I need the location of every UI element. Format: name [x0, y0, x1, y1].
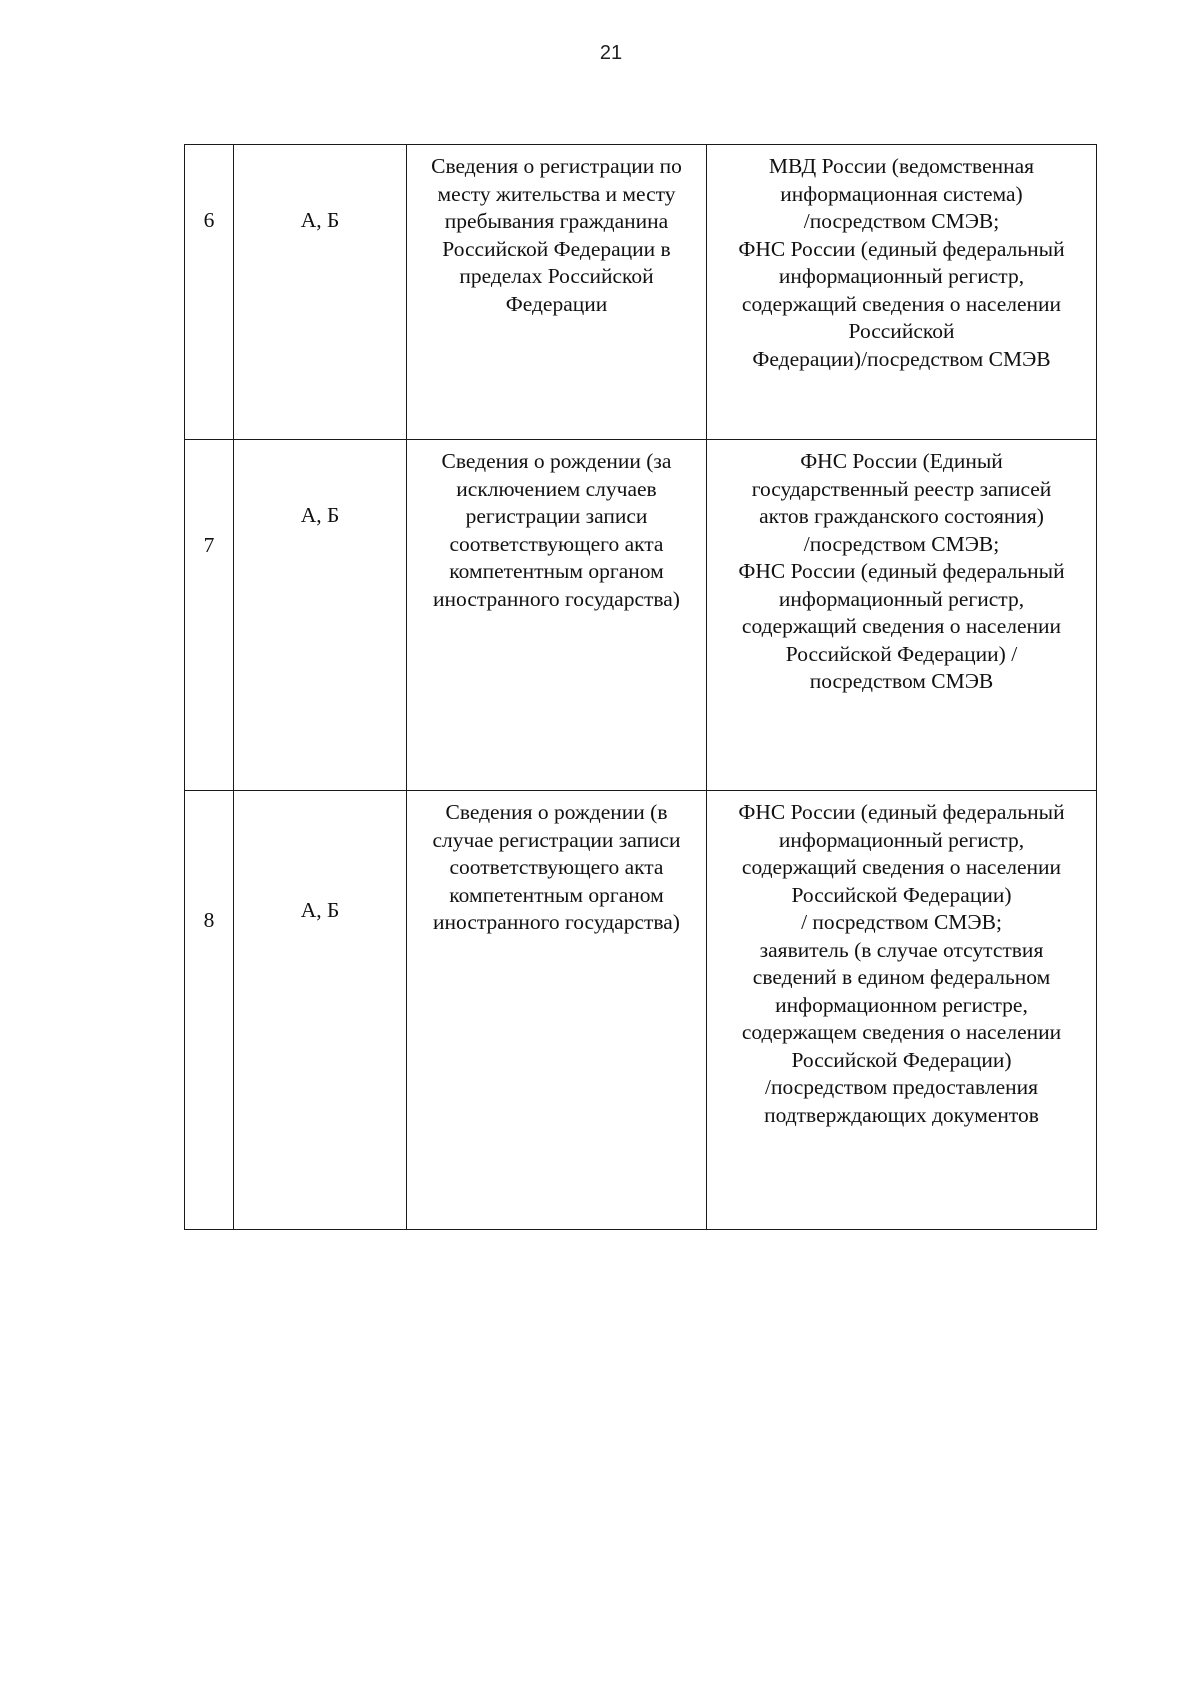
info-cell: [407, 440, 707, 791]
info-line: месту жительства и месту: [437, 181, 676, 206]
source-line: содержащий сведения о населении: [741, 614, 1062, 638]
info-line: Сведения о рождении (за: [441, 449, 672, 473]
source-cell: [707, 145, 1097, 440]
info-line: соответствующего акта: [449, 855, 664, 879]
source-cell: [707, 440, 1097, 791]
source-line: ФНС России (единый федеральный: [738, 800, 1065, 824]
source-line: информационный регистр,: [778, 827, 1025, 852]
source-line: информационном регистре,: [775, 992, 1028, 1017]
row-number-cell: 6: [185, 145, 234, 440]
info-cell: [407, 145, 707, 440]
info-line: исключением случаев: [456, 476, 657, 501]
source-line: /посредством предоставления: [764, 1075, 1039, 1099]
source-line: содержащем сведения о населении: [741, 1020, 1062, 1044]
info-line: Сведения о регистрации по: [431, 154, 682, 178]
info-line: иностранного государства): [433, 586, 680, 611]
info-cell: [407, 791, 707, 1230]
info-line: соответствующего акта: [449, 531, 664, 556]
source-line: посредством СМЭВ: [809, 669, 994, 693]
source-line: ФНС России (единый федеральный: [738, 559, 1065, 583]
source-cell: [707, 791, 1097, 1230]
source-line: подтверждающих документов: [764, 1102, 1039, 1127]
source-line: содержащий сведения о населении: [741, 855, 1062, 879]
info-line: случае регистрации записи: [432, 827, 681, 852]
info-line: компетентным органом: [449, 882, 664, 907]
info-line: Сведения о рождении (в: [445, 800, 668, 824]
row-number-cell: 8: [185, 791, 234, 1230]
info-line: регистрации записи: [465, 504, 648, 528]
source-line: информационный регистр,: [778, 586, 1025, 611]
source-line: /посредством СМЭВ;: [803, 531, 1000, 556]
table-row: [185, 145, 1097, 440]
source-line: Российской: [848, 319, 955, 343]
table-row: [185, 791, 1097, 1230]
info-line: Российской Федерации в: [442, 236, 671, 261]
row-number-cell: 7: [185, 440, 234, 791]
category-cell: А, Б: [234, 440, 407, 791]
source-line: информационный регистр,: [778, 264, 1025, 288]
info-line: иностранного государства): [433, 910, 680, 934]
table-row: [185, 440, 1097, 791]
info-line: Федерации: [505, 291, 608, 316]
info-line: пределах Российской: [459, 264, 654, 288]
source-line: Российской Федерации): [791, 1047, 1012, 1072]
source-line: ФНС России (Единый: [800, 449, 1003, 473]
source-line: ФНС России (единый федеральный: [738, 236, 1065, 261]
source-line: актов гражданского состояния): [759, 504, 1044, 528]
source-line: МВД России (ведомственная: [768, 154, 1035, 178]
source-line: содержащий сведения о населении: [741, 291, 1062, 316]
source-line: / посредством СМЭВ;: [801, 910, 1002, 934]
source-line: государственный реестр записей: [751, 476, 1052, 501]
page-number: 21: [599, 42, 623, 64]
document-table: [184, 144, 1097, 1230]
category-cell: А, Б: [234, 791, 407, 1230]
source-line: Федерации)/посредством СМЭВ: [752, 346, 1051, 371]
info-line: пребывания гражданина: [444, 209, 669, 233]
source-line: /посредством СМЭВ;: [803, 209, 1000, 233]
category-cell: А, Б: [234, 145, 407, 440]
source-line: сведений в едином федеральном: [752, 965, 1051, 989]
info-line: компетентным органом: [449, 559, 664, 583]
source-line: Российской Федерации): [791, 882, 1012, 907]
source-line: заявитель (в случае отсутствия: [759, 937, 1044, 962]
source-line: Российской Федерации) /: [785, 641, 1018, 666]
source-line: информационная система): [780, 181, 1023, 206]
